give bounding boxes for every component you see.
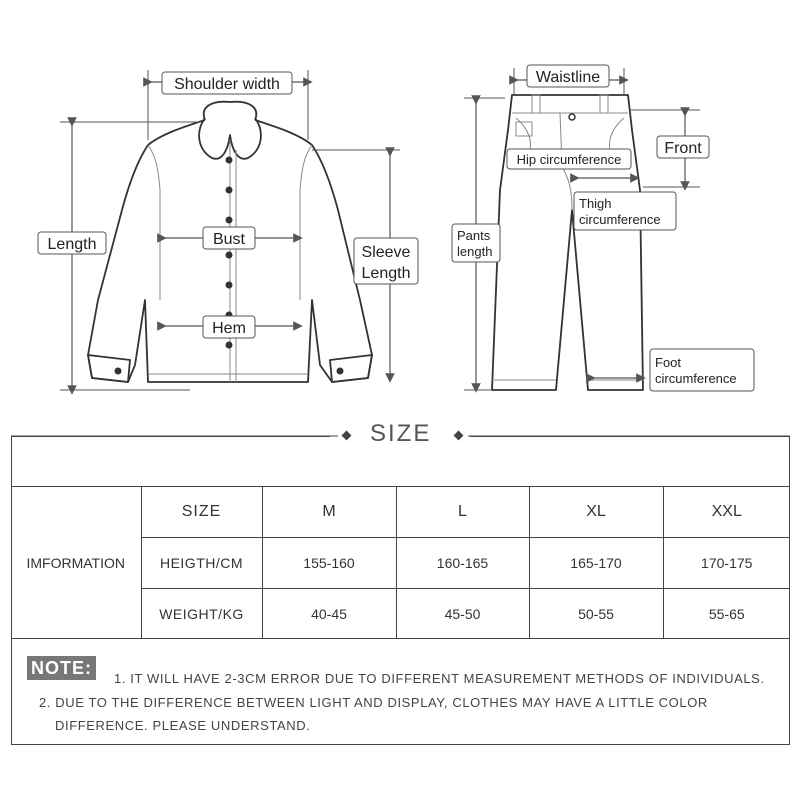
pants-button [569, 114, 575, 120]
label-thigh-circumference [574, 192, 676, 230]
svg-text:Length: Length [47, 236, 97, 253]
table-cell: 55-65 [663, 589, 790, 639]
label-waistline [527, 65, 609, 87]
note-line-3: DIFFERENCE. PLEASE UNDERSTAND. [55, 718, 311, 733]
size-col-xl: XL [529, 487, 663, 538]
svg-text:Front: Front [664, 140, 702, 157]
size-header-label: SIZE [141, 487, 262, 538]
svg-text:Shoulder width: Shoulder width [174, 76, 280, 93]
note-line-1: 1. IT WILL HAVE 2-3CM ERROR DUE TO DIFFERENT MEASUREMENT METHODS OF INDIVIDUALS. [114, 671, 765, 686]
label-front [657, 136, 709, 158]
size-col-xxl: XXL [663, 487, 790, 538]
row-label-weight: WEIGHT/KG [141, 589, 262, 639]
table-cell: 45-50 [396, 589, 529, 639]
svg-text:length: length [457, 244, 493, 259]
label-shoulder-width [162, 72, 292, 94]
table-cell: 170-175 [663, 538, 790, 589]
table-cell: 50-55 [529, 589, 663, 639]
note-badge: NOTE: [27, 656, 96, 680]
pants-illustration [492, 95, 643, 390]
row-group-label: IMFORMATION [11, 487, 141, 639]
size-table [11, 486, 790, 639]
table-cell: 155-160 [262, 538, 396, 589]
size-section-title: SIZE [370, 420, 432, 447]
size-col-l: L [396, 487, 529, 538]
label-sleeve-length [354, 238, 418, 284]
svg-text:Thigh: Thigh [579, 196, 612, 211]
label-hem [203, 316, 255, 338]
svg-text:Hem: Hem [212, 320, 246, 337]
note-line-2: 2. DUE TO THE DIFFERENCE BETWEEN LIGHT AND DISPLAY, CLOTHES MAY HAVE A LITTLE COLOR [39, 695, 708, 710]
label-foot-circumference [650, 349, 754, 391]
label-bust [203, 227, 255, 249]
label-pants-length [452, 224, 500, 262]
svg-text:circumference: circumference [579, 212, 661, 227]
svg-text:Sleeve: Sleeve [361, 244, 411, 261]
svg-text:Pants: Pants [457, 228, 491, 243]
svg-text:Foot: Foot [655, 355, 682, 370]
svg-text:Waistline: Waistline [535, 69, 601, 86]
label-hip-circumference [507, 149, 631, 169]
svg-text:Bust: Bust [212, 231, 246, 248]
svg-text:Length: Length [361, 265, 411, 282]
svg-text:Hip circumference: Hip circumference [516, 152, 622, 167]
table-cell: 160-165 [396, 538, 529, 589]
table-cell: 165-170 [529, 538, 663, 589]
label-length [38, 232, 106, 254]
size-col-m: M [262, 487, 396, 538]
svg-text:circumference: circumference [655, 371, 737, 386]
row-label-height: HEIGTH/CM [141, 538, 262, 589]
table-cell: 40-45 [262, 589, 396, 639]
